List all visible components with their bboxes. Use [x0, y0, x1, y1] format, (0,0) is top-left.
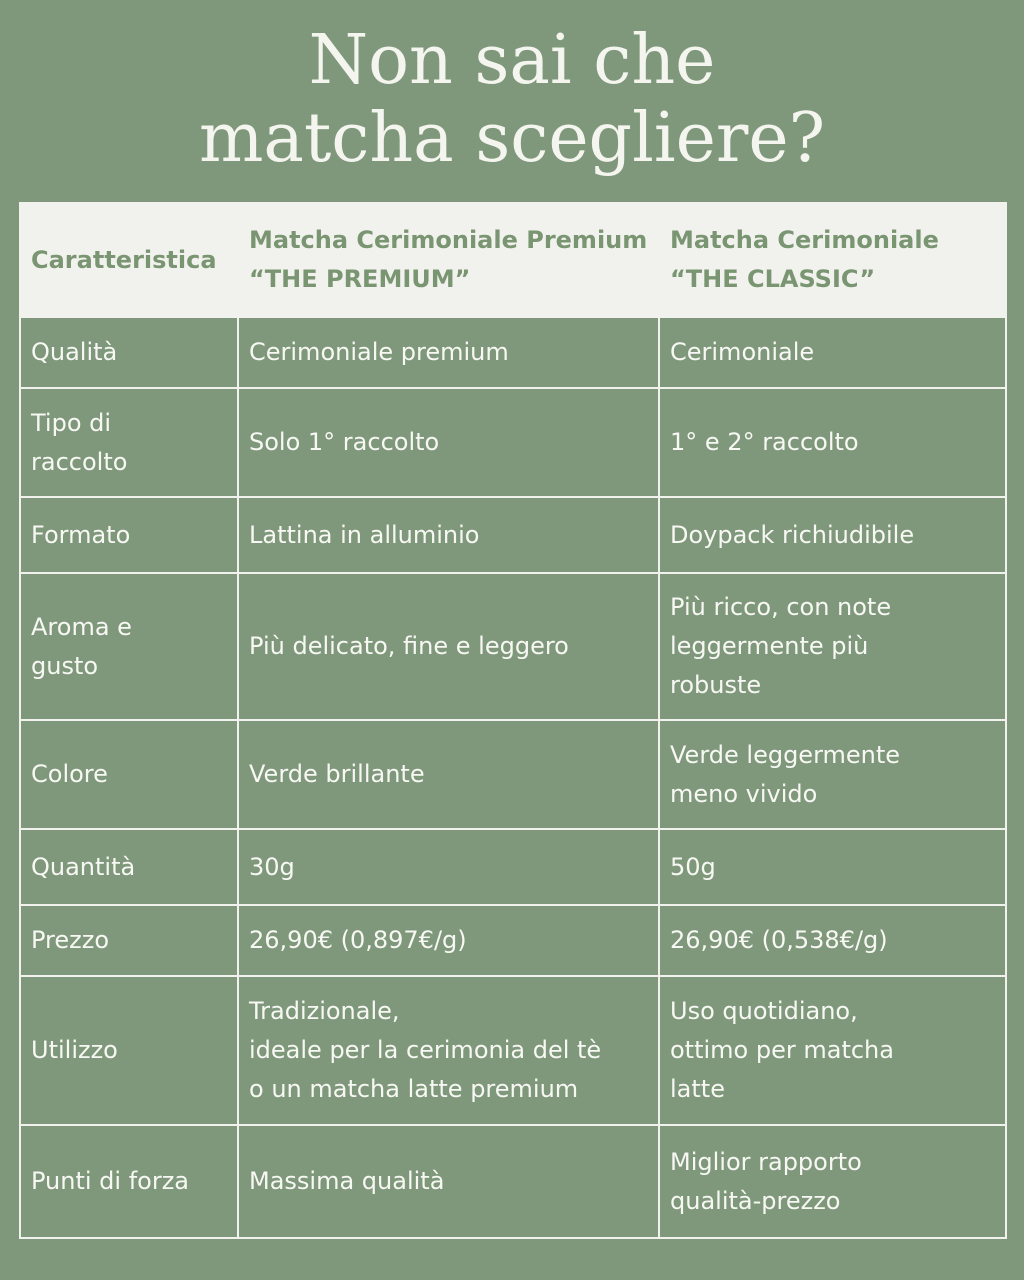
table-row: [20, 720, 1006, 829]
table-row: [20, 976, 1006, 1125]
row-label: Quantità: [20, 829, 238, 905]
premium-cell: Verde brillante: [238, 720, 659, 829]
row-label: Tipo di raccolto: [20, 388, 238, 497]
row-label: Formato: [20, 497, 238, 573]
row-label: Utilizzo: [20, 976, 238, 1125]
header-classic: Matcha Cerimoniale “THE CLASSIC”: [659, 203, 1006, 317]
premium-cell: Massima qualità: [238, 1125, 659, 1238]
premium-cell: 30g: [238, 829, 659, 905]
classic-cell: Verde leggermente meno vivido: [659, 720, 1006, 829]
classic-cell: Doypack richiudibile: [659, 497, 1006, 573]
table-row: [20, 388, 1006, 497]
premium-cell: Solo 1° raccolto: [238, 388, 659, 497]
classic-cell: 26,90€ (0,538€/g): [659, 905, 1006, 976]
row-label: Prezzo: [20, 905, 238, 976]
classic-cell: 1° e 2° raccolto: [659, 388, 1006, 497]
premium-cell: Lattina in alluminio: [238, 497, 659, 573]
header-feature: Caratteristica: [20, 203, 238, 317]
classic-cell: Cerimoniale: [659, 317, 1006, 388]
classic-cell: 50g: [659, 829, 1006, 905]
comparison-table: [19, 202, 1007, 1239]
title-line-2: matcha scegliere?: [198, 99, 826, 178]
page-title: [0, 22, 1024, 178]
row-label: Punti di forza: [20, 1125, 238, 1238]
classic-cell: Miglior rapporto qualità-prezzo: [659, 1125, 1006, 1238]
row-label: Qualità: [20, 317, 238, 388]
classic-cell: Più ricco, con note leggermente più robuste: [659, 573, 1006, 720]
premium-cell: Tradizionale, ideale per la cerimonia del tè o un matcha latte premium: [238, 976, 659, 1125]
header-premium: Matcha Cerimoniale Premium “THE PREMIUM”: [238, 203, 659, 317]
classic-cell: Uso quotidiano, ottimo per matcha latte: [659, 976, 1006, 1125]
table-row: [20, 905, 1006, 976]
premium-cell: Cerimoniale premium: [238, 317, 659, 388]
row-label: Aroma e gusto: [20, 573, 238, 720]
table-row: [20, 497, 1006, 573]
premium-cell: 26,90€ (0,897€/g): [238, 905, 659, 976]
table-row: [20, 829, 1006, 905]
table-header-row: [20, 203, 1006, 317]
table-row: [20, 1125, 1006, 1238]
row-label: Colore: [20, 720, 238, 829]
table-row: [20, 317, 1006, 388]
title-line-1: Non sai che: [308, 21, 716, 100]
table-row: [20, 573, 1006, 720]
premium-cell: Più delicato, fine e leggero: [238, 573, 659, 720]
